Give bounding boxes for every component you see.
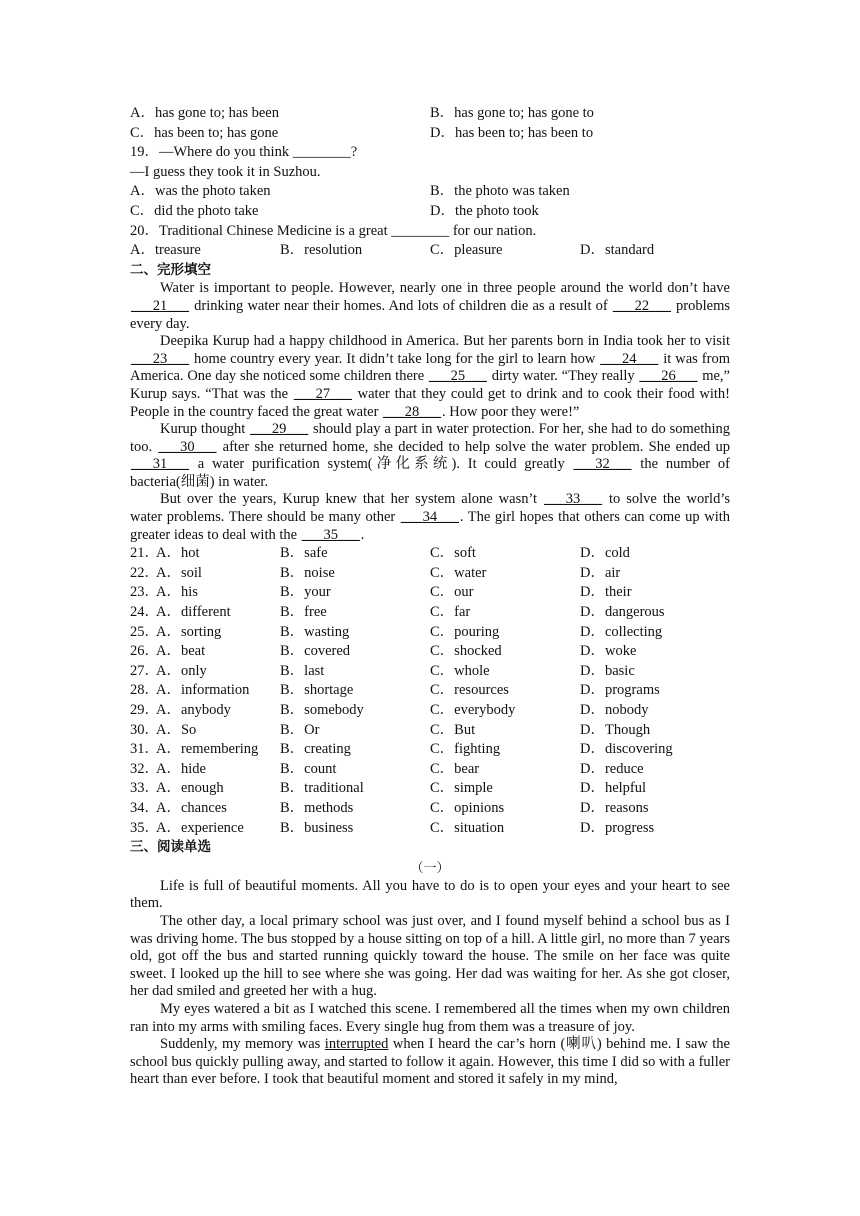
cloze-text: the number of bacteria(细菌) in water. bbox=[130, 456, 730, 490]
question-number: 32． bbox=[130, 760, 159, 777]
q20-option-d[interactable]: D．standard bbox=[580, 242, 655, 259]
q20-option-a[interactable]: A．treasure bbox=[130, 242, 201, 259]
question-number: 23． bbox=[130, 584, 159, 601]
option-a[interactable]: A．enough bbox=[156, 780, 224, 797]
option-c[interactable]: C．situation bbox=[430, 819, 505, 836]
question-number: 26． bbox=[130, 643, 159, 660]
option-a-cell bbox=[130, 819, 280, 839]
option-c[interactable]: C．shocked bbox=[430, 643, 502, 660]
cloze-text: . How poor they were!” bbox=[442, 403, 580, 420]
cloze-option-row bbox=[130, 603, 730, 623]
option-b[interactable]: B．noise bbox=[280, 564, 335, 581]
q19-option-a[interactable]: A．was the photo taken bbox=[130, 183, 271, 200]
cloze-option-row bbox=[130, 642, 730, 662]
blank-30[interactable]: ___30___ bbox=[158, 438, 217, 455]
option-c[interactable]: C．simple bbox=[430, 780, 493, 797]
cloze-paragraph-2 bbox=[130, 333, 730, 421]
cloze-text: should play a part in water protection. For her, she had to do something too. bbox=[130, 421, 730, 455]
option-c[interactable]: C．whole bbox=[430, 662, 490, 679]
option-d[interactable]: D．nobody bbox=[580, 702, 649, 718]
cloze-option-row bbox=[130, 779, 730, 799]
option-a[interactable]: A．So bbox=[156, 721, 197, 738]
option-c[interactable]: C．everybody bbox=[430, 702, 516, 718]
reading-paragraph-1: Life is full of beautiful moments. All you have to do is to open your eyes and your heart to see them. bbox=[130, 877, 730, 912]
option-b[interactable]: B．Or bbox=[280, 721, 320, 738]
option-b[interactable]: B．safe bbox=[280, 545, 328, 562]
cloze-option-row bbox=[130, 544, 730, 564]
reading-text: Suddenly, my memory was bbox=[160, 1036, 325, 1053]
q18-option-b[interactable]: B．has gone to; has gone to bbox=[430, 105, 594, 121]
option-b[interactable]: B．traditional bbox=[280, 780, 364, 797]
blank-26[interactable]: ___26___ bbox=[639, 368, 698, 385]
blank-31[interactable]: ___31___ bbox=[131, 456, 189, 473]
question-number: 25． bbox=[130, 623, 159, 640]
option-a-cell bbox=[130, 662, 280, 682]
option-a-cell bbox=[130, 623, 280, 643]
option-c[interactable]: C．water bbox=[430, 564, 487, 581]
question-number: 29． bbox=[130, 702, 159, 718]
cloze-option-row bbox=[130, 564, 730, 584]
option-a-cell bbox=[130, 760, 280, 780]
option-a[interactable]: A．anybody bbox=[156, 702, 231, 718]
blank-27[interactable]: ___27___ bbox=[293, 385, 352, 402]
option-b[interactable]: B．methods bbox=[280, 799, 354, 816]
question-number: 21． bbox=[130, 545, 159, 562]
option-a[interactable]: A．different bbox=[156, 604, 231, 621]
question-number: 22． bbox=[130, 564, 159, 581]
reading-paragraph-4 bbox=[130, 1036, 730, 1089]
option-b[interactable]: B．business bbox=[280, 819, 354, 836]
cloze-text: a water purification system(净化系统). It could greatly bbox=[190, 456, 573, 473]
cloze-option-row bbox=[130, 681, 730, 701]
option-d[interactable]: D．helpful bbox=[580, 780, 647, 797]
q20-option-c[interactable]: C．pleasure bbox=[430, 242, 503, 259]
q18-options-row-1 bbox=[130, 104, 730, 124]
cloze-text: But over the years, Kurup knew that her system alone wasn’t bbox=[160, 491, 544, 508]
option-a-cell bbox=[130, 779, 280, 799]
option-b[interactable]: B．somebody bbox=[280, 702, 364, 718]
option-d[interactable]: D．collecting bbox=[580, 623, 663, 640]
section-2-title: 二、完形填空 bbox=[130, 261, 211, 278]
question-number: 24． bbox=[130, 604, 159, 621]
option-c[interactable]: C．pouring bbox=[430, 623, 500, 640]
q19-options-row-1 bbox=[130, 182, 730, 202]
option-a[interactable]: A．sorting bbox=[156, 623, 222, 640]
option-a-cell bbox=[130, 564, 280, 584]
q20-stem: 20．Traditional Chinese Medicine is a great ________ for our nation. bbox=[130, 222, 537, 239]
option-c[interactable]: C．far bbox=[430, 604, 471, 621]
option-a[interactable]: A．only bbox=[156, 662, 207, 679]
cloze-option-row bbox=[130, 583, 730, 603]
cloze-text: water that they could get to drink and to cook their food with! People in the country faced the great water bbox=[130, 385, 730, 420]
option-d[interactable]: D．dangerous bbox=[580, 604, 665, 621]
option-c[interactable]: C．opinions bbox=[430, 799, 505, 816]
q20-option-b[interactable]: B．resolution bbox=[280, 242, 363, 259]
option-a-cell bbox=[130, 740, 280, 760]
q19-option-d[interactable]: D．the photo took bbox=[430, 202, 539, 219]
option-d[interactable]: D．cold bbox=[580, 545, 630, 562]
reading-paragraph-2: The other day, a local primary school was just over, and I found myself behind a school bus as I was driving home. The bus stopped by a house sitting on top of a hill. A little girl, no more than 7 years old, got off the bus and started running quickly toward the house. The smile on her face was quite sweet. I looked up the hill to see where she was going. Her dad was waiting for her. As she got closer, her dad smiled and greeted her with a hug. bbox=[130, 912, 730, 1000]
option-d[interactable]: D．reduce bbox=[580, 760, 644, 777]
cloze-text: to solve the world’s water problems. There should be many other bbox=[130, 491, 731, 526]
cloze-option-row bbox=[130, 799, 730, 819]
option-a[interactable]: A．soil bbox=[156, 564, 202, 581]
option-d[interactable]: D．Though bbox=[580, 721, 651, 738]
question-number: 35． bbox=[130, 819, 159, 836]
cloze-paragraph-1 bbox=[130, 280, 730, 333]
cloze-option-row bbox=[130, 701, 730, 721]
option-b[interactable]: B．free bbox=[280, 604, 327, 621]
option-d[interactable]: D．basic bbox=[580, 662, 635, 679]
q19-options-row-2 bbox=[130, 202, 730, 222]
option-b[interactable]: B．your bbox=[280, 584, 331, 601]
option-a-cell bbox=[130, 721, 280, 741]
option-d[interactable]: D．woke bbox=[580, 643, 637, 660]
exam-page bbox=[130, 104, 730, 1089]
cloze-text: dirty water. “They really bbox=[487, 368, 639, 385]
option-c[interactable]: C．resources bbox=[430, 682, 509, 699]
option-d[interactable]: D．programs bbox=[580, 682, 660, 699]
blank-24[interactable]: ___24___ bbox=[600, 350, 659, 367]
underlined-word: interrupted bbox=[324, 1036, 389, 1053]
question-number: 30． bbox=[130, 721, 159, 738]
cloze-text: me,” Kurup says. “That was the bbox=[130, 368, 730, 402]
option-d[interactable]: D．discovering bbox=[580, 741, 673, 758]
section-3-title: 三、阅读单选 bbox=[130, 839, 211, 856]
option-d[interactable]: D．progress bbox=[580, 819, 655, 836]
option-c[interactable]: C．fighting bbox=[430, 741, 501, 758]
q19-option-c[interactable]: C．did the photo take bbox=[130, 202, 259, 219]
blank-23[interactable]: ___23___ bbox=[131, 350, 189, 367]
cloze-option-row bbox=[130, 819, 730, 839]
option-c[interactable]: C．bear bbox=[430, 760, 480, 777]
question-number: 34． bbox=[130, 799, 159, 816]
q19-option-b[interactable]: B．the photo was taken bbox=[430, 183, 570, 200]
cloze-option-row bbox=[130, 760, 730, 780]
blank-33[interactable]: ___33___ bbox=[544, 491, 603, 508]
q19-reply: —I guess they took it in Suzhou. bbox=[130, 163, 321, 180]
option-a-cell bbox=[130, 681, 280, 701]
option-b[interactable]: B．covered bbox=[280, 643, 351, 660]
option-b[interactable]: B．creating bbox=[280, 741, 351, 758]
cloze-option-row bbox=[130, 623, 730, 643]
option-a[interactable]: A．hot bbox=[156, 545, 200, 562]
q18-option-d[interactable]: D．has been to; has been to bbox=[430, 124, 594, 141]
option-a-cell bbox=[130, 799, 280, 819]
cloze-option-row bbox=[130, 721, 730, 741]
option-c[interactable]: C．soft bbox=[430, 545, 476, 562]
option-a[interactable]: A．chances bbox=[156, 799, 227, 816]
option-a-cell bbox=[130, 603, 280, 623]
option-a[interactable]: A．beat bbox=[156, 643, 206, 660]
option-a[interactable]: A．information bbox=[156, 682, 250, 699]
q19-stem: 19．—Where do you think ________? bbox=[130, 144, 358, 161]
cloze-text: drinking water near their homes. And lots of children die as a result of bbox=[190, 297, 612, 314]
blank-25[interactable]: ___25___ bbox=[428, 368, 487, 385]
question-number: 33． bbox=[130, 780, 159, 797]
blank-35[interactable]: ___35___ bbox=[301, 526, 360, 543]
option-b[interactable]: B．count bbox=[280, 760, 337, 777]
cloze-text: . The girl hopes that others can come up with greater ideas to deal with the bbox=[130, 509, 731, 543]
cloze-text: problems every day. bbox=[130, 297, 730, 332]
option-a-cell bbox=[130, 583, 280, 603]
reading-text: when I heard the car’s horn (喇叭) behind me. I saw the school bus quickly pulling away, and started to follow it again. However, this time I did so with a fuller heart than ever before. I took that beautiful moment and stored it safely in my mind, bbox=[130, 1036, 730, 1088]
option-a-cell bbox=[130, 544, 280, 564]
option-c[interactable]: C．our bbox=[430, 584, 474, 601]
cloze-text: home country every year. It didn’t take long for the girl to learn how bbox=[190, 350, 600, 367]
cloze-text: after she returned home, she decided to help solve the water problem. She ended up bbox=[217, 438, 731, 455]
blank-29[interactable]: ___29___ bbox=[250, 421, 309, 438]
blank-32[interactable]: ___32___ bbox=[573, 456, 632, 473]
option-c[interactable]: C．But bbox=[430, 721, 476, 738]
option-a[interactable]: A．his bbox=[156, 584, 198, 601]
cloze-paragraph-3 bbox=[130, 421, 730, 491]
cloze-text: Deepika Kurup had a happy childhood in America. But her parents born in India took her to visit bbox=[160, 333, 730, 350]
cloze-option-row bbox=[130, 740, 730, 760]
cloze-text: Kurup thought bbox=[160, 421, 250, 438]
question-number: 27． bbox=[130, 662, 159, 679]
blank-22[interactable]: ___22___ bbox=[612, 297, 671, 314]
q18-option-c[interactable]: C．has been to; has gone bbox=[130, 124, 279, 141]
option-a[interactable]: A．hide bbox=[156, 760, 206, 777]
cloze-text: Water is important to people. However, nearly one in three people around the world don’t have bbox=[160, 280, 730, 297]
option-b[interactable]: B．last bbox=[280, 662, 325, 679]
option-d[interactable]: D．reasons bbox=[580, 799, 649, 816]
option-d[interactable]: D．air bbox=[580, 564, 621, 581]
cloze-text: it was from America. One day she noticed some children there bbox=[130, 350, 730, 385]
blank-34[interactable]: ___34___ bbox=[400, 509, 459, 526]
question-number: 28． bbox=[130, 682, 159, 699]
question-number: 31． bbox=[130, 741, 159, 758]
reading-passage-number: （一） bbox=[410, 859, 450, 875]
option-a[interactable]: A．remembering bbox=[156, 741, 259, 758]
q20-options bbox=[130, 241, 730, 261]
reading-paragraph-3: My eyes watered a bit as I watched this scene. I remembered all the times when my own children ran into my arms with smiling faces. Every single hug from them was a treasure of joy. bbox=[130, 1000, 730, 1035]
option-b[interactable]: B．wasting bbox=[280, 623, 350, 640]
cloze-option-row bbox=[130, 662, 730, 682]
q18-options-row-2 bbox=[130, 124, 730, 144]
option-d[interactable]: D．their bbox=[580, 584, 632, 601]
option-a-cell bbox=[130, 701, 280, 721]
blank-21[interactable]: ___21___ bbox=[131, 297, 189, 314]
cloze-paragraph-4 bbox=[130, 491, 730, 544]
q18-option-a[interactable]: A．has gone to; has been bbox=[130, 105, 279, 121]
cloze-options-list bbox=[130, 544, 730, 838]
option-b[interactable]: B．shortage bbox=[280, 682, 354, 699]
blank-28[interactable]: ___28___ bbox=[383, 403, 442, 420]
option-a-cell bbox=[130, 642, 280, 662]
cloze-text: . bbox=[360, 526, 365, 543]
option-a[interactable]: A．experience bbox=[156, 819, 244, 836]
